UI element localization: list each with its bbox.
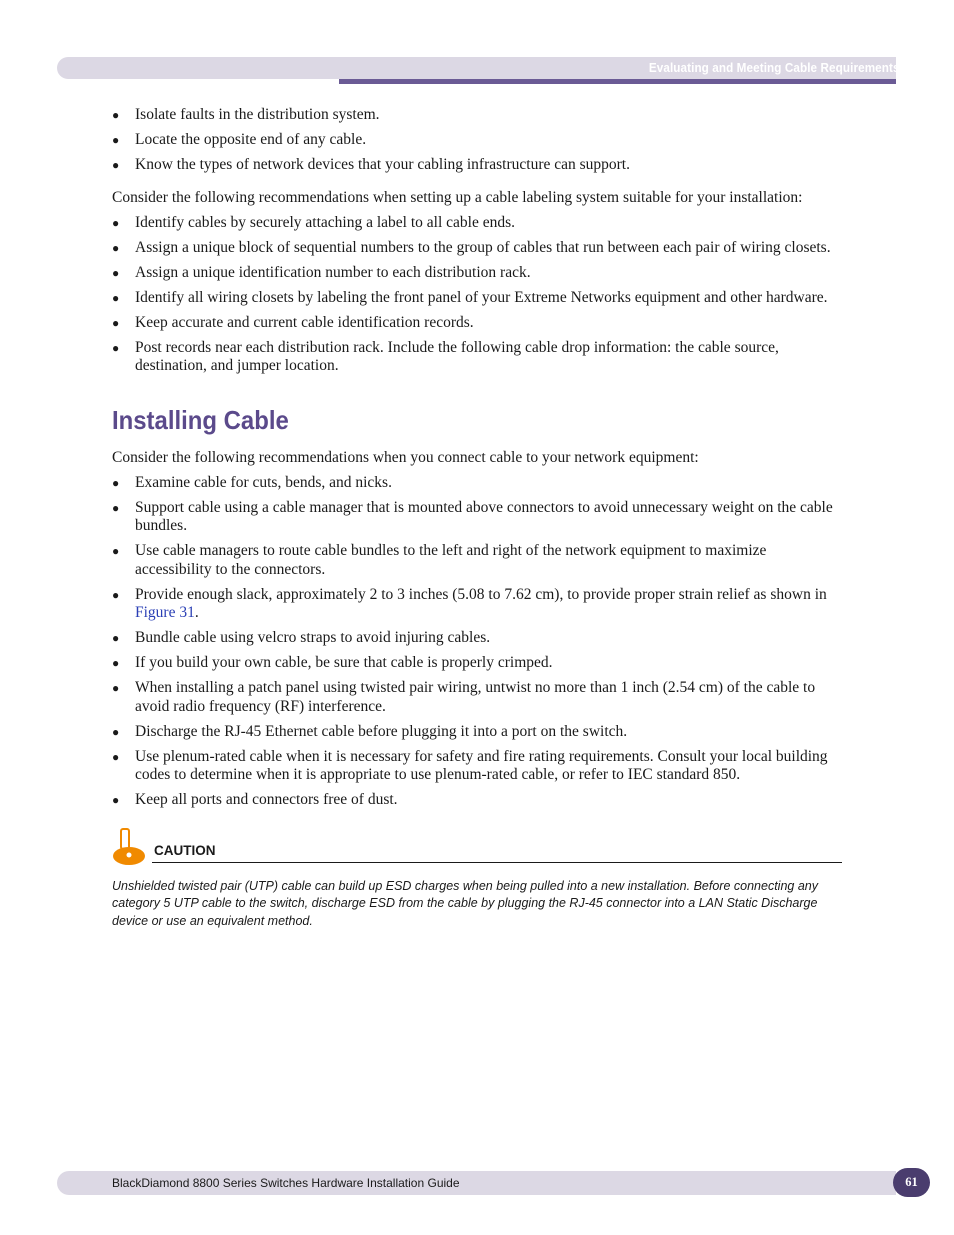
running-header-title: Evaluating and Meeting Cable Requirements xyxy=(649,60,900,75)
list-item: ● Locate the opposite end of any cable. xyxy=(112,131,367,148)
bullet-icon: ● xyxy=(112,215,120,230)
list-item: ● Bundle cable using velcro straps to avoid injuring cables. xyxy=(112,629,491,646)
list-item: ● Provide enough slack, approximately 2 to 3 inches (5.08 to 7.62 cm), to provide proper strain relief as shown in Figure 31. xyxy=(112,585,827,621)
list-item: ● Know the types of network devices that your cabling infrastructure can support. xyxy=(112,156,630,173)
list-item: ● Use cable managers to route cable bundles to the left and right of the network equipment to maximize accessibility to the connectors. xyxy=(112,542,767,578)
fault-list xyxy=(112,106,842,175)
bullet-icon: ● xyxy=(112,340,120,355)
caution-block xyxy=(112,826,842,866)
bullet-icon: ● xyxy=(112,315,120,330)
caution-rule xyxy=(152,862,842,863)
bullet-icon: ● xyxy=(112,793,120,807)
figure-31-link[interactable]: Figure 31 xyxy=(135,604,195,621)
bullet-icon: ● xyxy=(112,656,120,670)
list-item: ● Keep all ports and connectors free of dust. xyxy=(112,791,398,808)
list-item: ● Identify all wiring closets by labeling the front panel of your Extreme Networks equipment and other hardware. xyxy=(112,288,828,306)
bullet-icon: ● xyxy=(112,631,120,645)
bullet-icon: ● xyxy=(112,749,120,764)
labeling-intro-paragraph: Consider the following recommendations when setting up a cable labeling system suitable for your installation: xyxy=(112,188,803,206)
list-item: ● Support cable using a cable manager that is mounted above connectors to avoid unnecessary weight on the cable bundles. xyxy=(112,498,833,534)
list-item: ● Keep accurate and current cable identification records. xyxy=(112,313,474,331)
caution-label: CAUTION xyxy=(154,842,216,858)
bullet-icon: ● xyxy=(112,544,120,558)
bullet-icon: ● xyxy=(112,158,120,172)
bullet-icon: ● xyxy=(112,108,120,122)
bullet-icon: ● xyxy=(112,475,120,490)
list-item: ● Examine cable for cuts, bends, and nicks. xyxy=(112,473,392,491)
list-item: ● When installing a patch panel using twisted pair wiring, untwist no more than 1 inch (2.54 cm) of the cable to avoid radio frequency (RF) interference. xyxy=(112,679,816,715)
list-item: ● If you build your own cable, be sure that cable is properly crimped. xyxy=(112,654,553,671)
installing-intro-paragraph: Consider the following recommendations when you connect cable to your network equipment: xyxy=(112,448,699,466)
list-item: ● Post records near each distribution rack. Include the following cable drop information: the cable source, destination, and jumper location. xyxy=(112,338,779,374)
list-item: ● Use plenum-rated cable when it is necessary for safety and fire rating requirements. Consult your local building codes to determine when it is appropriate to use plenum-rated cable, or refer to IEC standard 850. xyxy=(112,747,828,783)
footer-doc-title: BlackDiamond 8800 Series Switches Hardware Installation Guide xyxy=(112,1176,460,1190)
caution-icon xyxy=(112,828,148,866)
list-item: ● Assign a unique block of sequential numbers to the group of cables that run between each pair of wiring closets. xyxy=(112,238,831,256)
page-number-badge: 61 xyxy=(893,1168,930,1197)
bullet-icon: ● xyxy=(112,133,120,147)
labeling-list xyxy=(112,214,842,376)
bullet-icon: ● xyxy=(112,290,120,305)
header-rule xyxy=(339,79,896,84)
section-heading: Installing Cable xyxy=(112,404,289,435)
bullet-icon: ● xyxy=(112,587,120,602)
list-item: ● Isolate faults in the distribution system. xyxy=(112,106,380,123)
list-item: ● Identify cables by securely attaching a label to all cable ends. xyxy=(112,213,516,231)
bullet-icon: ● xyxy=(112,500,120,515)
bullet-icon: ● xyxy=(112,724,120,739)
list-item: ● Assign a unique identification number to each distribution rack. xyxy=(112,263,531,281)
page-content xyxy=(112,106,842,930)
installing-list xyxy=(112,474,842,810)
bullet-icon: ● xyxy=(112,681,120,695)
caution-text: Unshielded twisted pair (UTP) cable can build up ESD charges when being pulled into a new installation. Before connecting any category 5 UTP cable to the switch, discharge ESD from the cable by plugging the RJ-45 connector into a LAN Static Discharge device or use an equivalent method. xyxy=(112,878,818,928)
bullet-icon: ● xyxy=(112,240,120,255)
list-item: ● Discharge the RJ-45 Ethernet cable before plugging it into a port on the switch. xyxy=(112,722,628,740)
bullet-icon: ● xyxy=(112,265,120,280)
